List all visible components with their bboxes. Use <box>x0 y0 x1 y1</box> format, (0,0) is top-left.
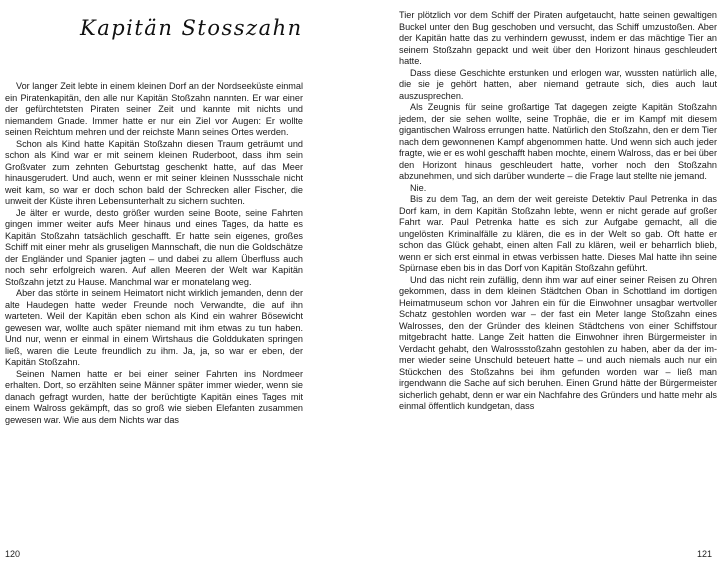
paragraph: Nie. <box>410 182 427 193</box>
chapter-title: Kapitän Stosszahn <box>80 16 303 40</box>
paragraph: Seinen Namen hatte er bei einer seiner Fahrten ins Nordmeer erhalten. Dort, so erzählten seine Männer später immer wieder, wenn sie danach gefragt wurden, hatte der berüchtigte Kapitän eines Tages mit einem Walross gekämpft, das so groß wie sieben Elefanten zusammen gewesen war. Wie aus dem Nichts war das <box>5 368 303 425</box>
right-page <box>359 0 717 573</box>
paragraph: Aber das störte in seinem Heimatort nicht wirklich jemanden, denn der alte Haudegen hatte weder Freunde noch Verwandte, die auf ihn warteten. Weil der Kapitän eben schon als Kind ein wahrer Bösewicht gewesen war, wollte auch später niemand mit ihm etwas zu tun haben. Und nur, wenn er einmal in einem Wirtshaus die Golddukaten springen ließ, waren die Leute freundlich zu ihm. Ja, ja, so war er eben, der Kapitän Stoßzahn. <box>5 288 303 367</box>
paragraph: Und das nicht rein zufällig, denn ihm war auf einer seiner Reisen zu Ohren gekommen, dass in dem kleinen Städtchen Oban in Schottland im dortigen Heimatmuseum schon vor Jahren ein für die Einwohner unsagbar wertvoller Schatz gestohlen worden war – der fast ein Meter lange Stoßzahn eines Walrosses, den der Gründer des kleinen Städtchens von einer Schiffstour mitgebracht hatte. Lange Zeit hatten die Einwohner ihren Bürgermeister in Verdacht gehabt, den Walrossstoßzahn gestohlen zu haben, aber da der immer wieder seine Unschuld beteuert hatte – und auch niemals auch nur ein Stückchen des Stoßzahns bei ihm gefunden worden war – ließ man irgendwann die Sache auf sich beruhen. Einen Grund hätte der Bürgermeister sicherlich gehabt, denn er war ein Nachfahre des Gründers und hatte mehr als einmal öffentlich kundgetan, dass <box>399 274 717 411</box>
paragraph: Je älter er wurde, desto größer wurden seine Boote, seine Fahrten gingen immer weiter aufs Meer hinaus und eines Tages, da hatte es Kapitän Stoßzahn tatsächlich geschafft. Er hatte sein eigenes, großes Schiff mit einer mehr als gruseligen Mannschaft, die nun die Goldschätze der Engländer und Spanier jagten – und dabei zu allem Überfluss auch noch sehr erfolgreich waren. Auf allen Meeren der Welt war Kapitän Stoßzahn jetzt zu Hause. Manchmal war er monatelang weg. <box>5 207 303 287</box>
page-number-right: 121 <box>697 549 713 559</box>
continued-paragraph: Tier plötzlich vor dem Schiff der Piraten aufgetaucht, hatte seinen gewaltigen Buckel unter den Bug geschoben und versucht, das Schiff umzustoßen. Aber der Kapitän hatte das zu verhindern gewusst, indem er das mächtige Tier an seinem Stoßzahn gepackt und weit über den Horizont hinaus geschleudert hatte. <box>399 10 717 66</box>
paragraph: Vor langer Zeit lebte in einem kleinen Dorf an der Nordseeküste einmal ein Piratenkapitän, den alle nur Kapitän Stoßzahn nannten. Er war einer der gefürchtetsten Piraten seiner Zeit und kannte mit nichts und niemandem Gnade. Immer hatte er nur ein Ziel vor Augen: Er wollte seinen Reichtum mehren und der reichste Mann seines Ortes werden. <box>5 81 303 137</box>
left-page-text <box>5 81 303 426</box>
right-page-text <box>399 10 717 413</box>
page-number-left: 120 <box>5 549 21 559</box>
left-page <box>0 0 358 573</box>
paragraph: Dass diese Geschichte erstunken und erlogen war, wussten natürlich alle, die sie je gehört hatten, aber niemand getraute sich, dies auch laut auszusprechen. <box>399 67 717 101</box>
paragraph: Schon als Kind hatte Kapitän Stoßzahn diesen Traum geträumt und schon als Kind war er mit seinem kleinen Ruderboot, dass ihm sein Großvater zum zehnten Geburtstag geschenkt hatte, auf das Meer hinausgerudert. Und auch, wenn er mit seiner kleinen Nussschale nicht weit kam, so war er doch schon bald der Schrecken aller Fischer, die unweit der Küste ihren Lebensunterhalt zu sichern suchten. <box>5 138 303 206</box>
paragraph: Bis zu dem Tag, an dem der weit gereiste Detektiv Paul Petrenka in das Dorf kam, in dem Kapitän Stoßzahn lebte, wenn er nicht gerade auf großer Fahrt war. Paul Petrenka hatte es sich zur Aufgabe gemacht, all die ungelösten Kriminalfälle zu klären, die es in der Welt so gab. Oft hatte er schon das Glück gehabt, einen alten Fall zu klären, weil er beharrlich blieb, wenn er sich erst einmal in etwas verbissen hatte. Dieses Mal hatte ihn seine Spürnase eben bis in das Dorf von Kapitän Stoßzahn geführt. <box>399 194 717 273</box>
paragraph: Als Zeugnis für seine großartige Tat dagegen zeigte Kapitän Stoßzahn jedem, der sie sehen wollte, seine Trophäe, die er im Kampf mit diesem gigantischen Walross errungen hatte. Natürlich den Stoßzahn, den er dem Tier nach dem gewonnenen Kampf abgenommen hatte. Und wenn sich auch jeder fragte, wie er es wohl geschafft haben mochte, einem Walross, das er bei über den Horizont hinaus geschleudert hatte, vorher noch den Stoßzahn abzunehmen, und sich darüber wunderte – die Frage laut stellte nie jemand. <box>399 102 717 181</box>
